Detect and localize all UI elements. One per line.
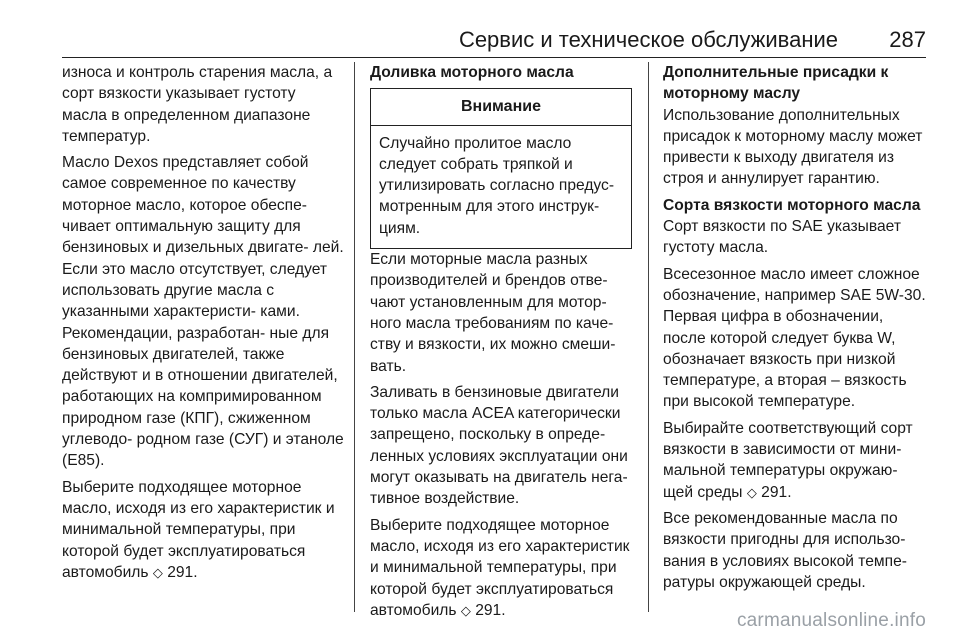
- header-divider: [62, 57, 926, 58]
- warning-box: [370, 88, 632, 249]
- paragraph: Сорт вязкости по SAE указывает густоту масла.: [663, 218, 901, 257]
- column-divider-2: [648, 62, 649, 612]
- paragraph: Заливать в бензиновые двигатели только масла ACEA категорически запрещено, поскольку в опреде- ленных условиях эксплуатации они могут оказывать на двигатель нега- тивное воздействие.: [370, 383, 628, 508]
- paragraph: Масло Dexos представляет собой самое современное по качеству моторное масло, которое обеспе- чивает оптимальную защиту для бензиновых и дизельных двигате- лей. Если это масло отсутствует, следует использовать другие масла с указанными характеристи- ками. Рекомендации, разработан- ные для бензиновых двигателей, также действуют и в отношении двигателей, работающих на компримированном природном газе (КПГ), сжиженном углеводо- родном газе (СУГ) и этаноле (E85).: [62, 154, 344, 470]
- column-2: [370, 62, 632, 626]
- paragraph: Выберите подходящее моторное масло, исходя из его характеристик и минимальной температуры, при которой будет эксплуатироваться автомобиль ◇ 291.: [62, 478, 335, 581]
- section-heading: Дополнительные присадки к моторному маслу: [663, 64, 889, 103]
- page-ref-icon: ◇: [460, 602, 471, 618]
- page-ref-link[interactable]: 291.: [475, 601, 506, 619]
- page-header: [62, 26, 926, 56]
- paragraph: Все рекомендованные масла по вязкости пригодны для использо- вания в условиях высокой темпе- ратуры окружающей среды.: [663, 509, 907, 591]
- page-ref-link[interactable]: 291.: [167, 563, 198, 581]
- section-heading: Сорта вязкости моторного масла: [663, 196, 921, 214]
- section-heading: Доливка моторного масла: [370, 64, 574, 81]
- column-divider-1: [354, 62, 355, 612]
- warning-text: Случайно пролитое масло следует собрать тряпкой и утилизировать согласно предус- мотренным для этого инструк- циям.: [379, 134, 615, 237]
- page-ref-icon: ◇: [746, 484, 757, 500]
- warning-title: Внимание: [371, 89, 631, 125]
- paragraph: Всесезонное масло имеет сложное обозначение, например SAE 5W-30. Первая цифра в обозначении, после которой следует буква W, обозначает вязкость при низкой температуре, а вторая – вязкость при высокой температуре.: [663, 265, 926, 411]
- column-3: [663, 62, 928, 598]
- column-1: [62, 62, 344, 588]
- page-number: 287: [889, 27, 926, 52]
- paragraph: Если моторные масла разных производителей и брендов отве- чают установленным для мотор- ного масла требованиям по каче- ству и вязкости, их можно смеши- вать.: [370, 251, 616, 375]
- page-title: Сервис и техническое обслуживание: [458, 27, 838, 52]
- paragraph: износа и контроль старения масла, а сорт вязкости указывает густоту масла в определенном диапазоне температур.: [62, 64, 333, 145]
- paragraph: Использование дополнительных присадок к моторному маслу может привести к выходу двигателя из строя и аннулирует гарантию.: [663, 106, 923, 188]
- page-ref-icon: ◇: [152, 564, 163, 580]
- page-ref-link[interactable]: 291.: [761, 483, 792, 501]
- paragraph: Выбирайте соответствующий сорт вязкости в зависимости от мини- мальной температуры окружаю- щей среды ◇ 291.: [663, 419, 913, 501]
- watermark: carmanualsonline.info: [736, 610, 926, 631]
- paragraph: Выберите подходящее моторное масло, исходя из его характеристик и минимальной температуры, при которой будет эксплуатироваться автомобиль ◇ 291.: [370, 516, 630, 619]
